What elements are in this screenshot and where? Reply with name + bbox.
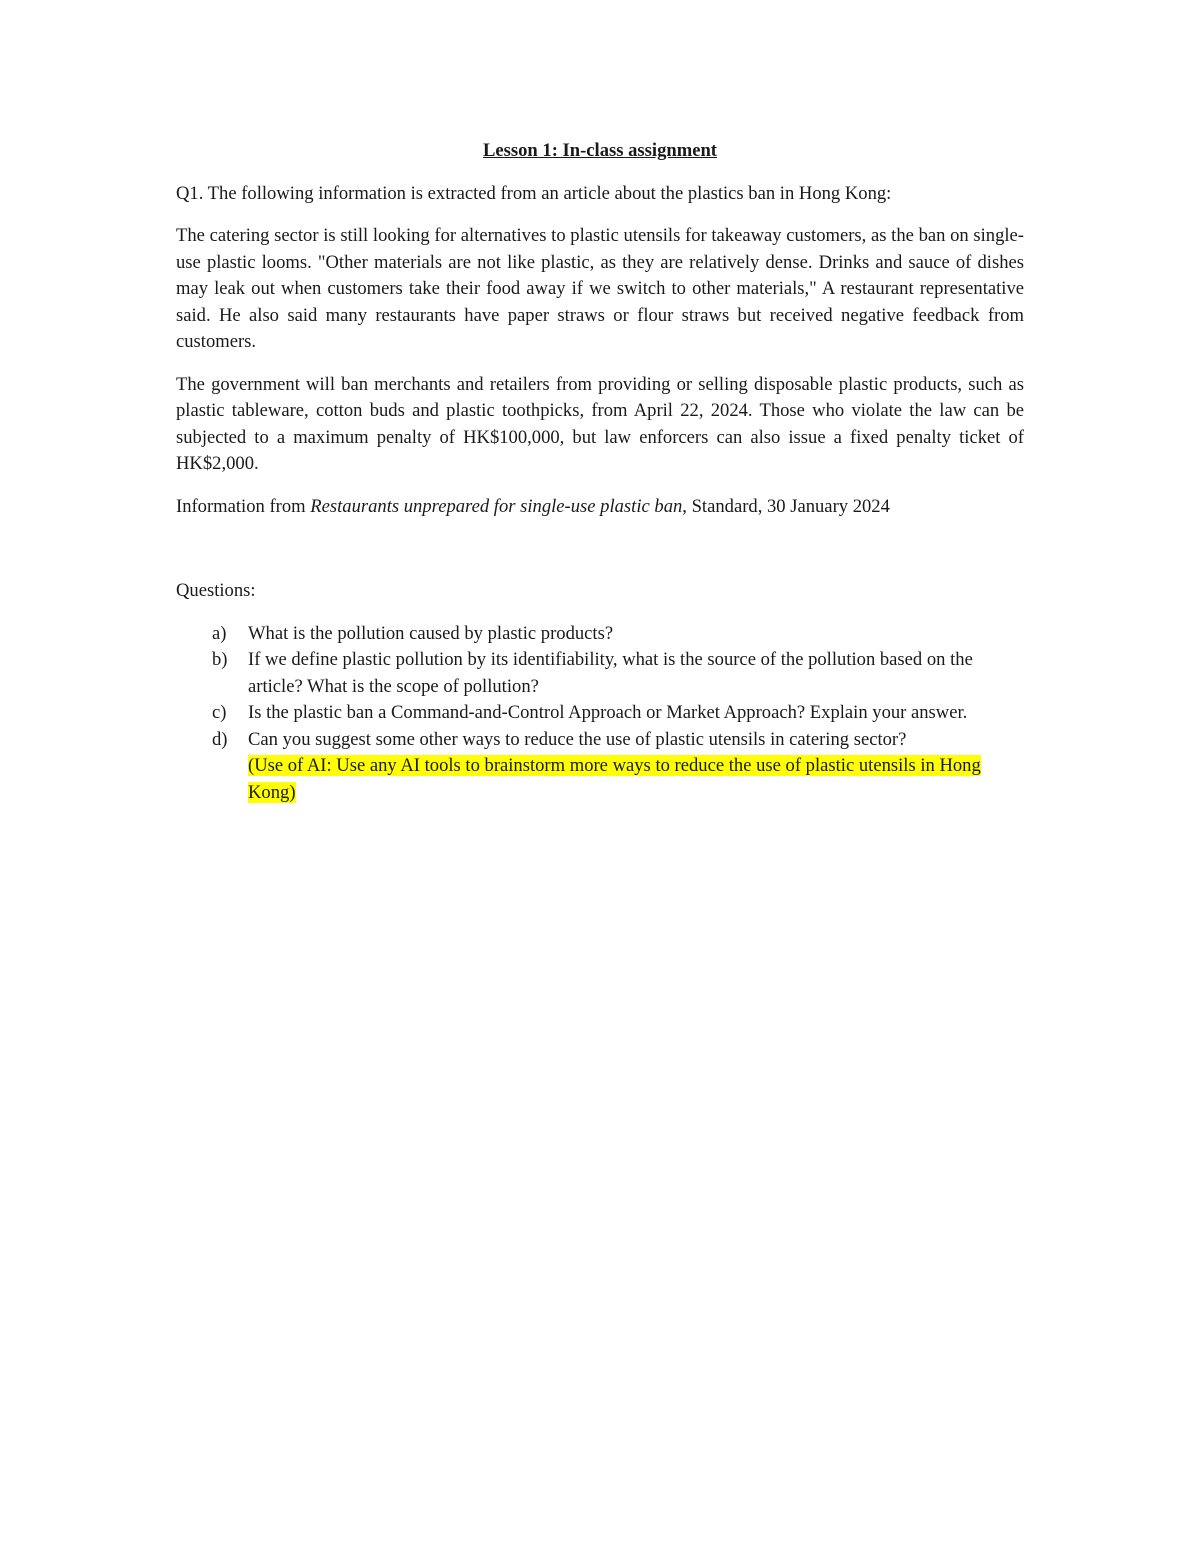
page-title: Lesson 1: In-class assignment bbox=[482, 140, 717, 161]
list-item bbox=[176, 727, 1024, 807]
spacer bbox=[176, 536, 1024, 578]
source-article-title: Restaurants unprepared for single-use plastic ban bbox=[310, 495, 683, 517]
source-suffix: , Standard, 30 January 2024 bbox=[682, 495, 890, 517]
question-marker: b) bbox=[212, 649, 228, 670]
question-marker: a) bbox=[212, 622, 227, 644]
question-marker: c) bbox=[212, 702, 227, 723]
question-text-with-highlight bbox=[248, 727, 1024, 807]
question-text: If we define plastic pollution by its identifiability, what is the source of the pollution based on the article? What is the scope of pollution? bbox=[248, 649, 973, 697]
questions-list bbox=[176, 621, 1024, 807]
list-item bbox=[176, 621, 1024, 648]
question-text: Can you suggest some other ways to reduce the use of plastic utensils in catering sector? bbox=[248, 728, 907, 750]
source-citation bbox=[176, 494, 1024, 521]
question-marker: d) bbox=[212, 728, 228, 750]
ai-use-highlight: (Use of AI: Use any AI tools to brainstorm more ways to reduce the use of plastic utensils in Hong Kong) bbox=[248, 755, 981, 803]
list-item bbox=[176, 700, 1024, 727]
questions-heading: Questions: bbox=[176, 580, 256, 601]
article-paragraph-1: The catering sector is still looking for alternatives to plastic utensils for takeaway customers, as the ban on single-use plastic looms. "Other materials are not like plastic, as they are relatively dense. Drinks and sauce of dishes may leak out when customers take their food away if we switch to other materials," A restaurant representative said. He also said many restaurants have paper straws or flour straws but received negative feedback from customers. bbox=[176, 225, 1024, 352]
list-item bbox=[176, 647, 1024, 700]
document-page bbox=[176, 138, 1024, 806]
question-text: What is the pollution caused by plastic products? bbox=[248, 622, 614, 644]
source-prefix: Information from bbox=[176, 495, 311, 517]
question-text: Is the plastic ban a Command-and-Control Approach or Market Approach? Explain your answer. bbox=[248, 702, 968, 723]
article-paragraph-2: The government will ban merchants and retailers from providing or selling disposable plastic products, such as plastic tableware, cotton buds and plastic toothpicks, from April 22, 2024. Those who violate the law can be subjected to a maximum penalty of HK$100,000, but law enforcers can also issue a fixed penalty ticket of HK$2,000. bbox=[176, 373, 1024, 474]
q1-intro: Q1. The following information is extracted from an article about the plastics ban in Hong Kong: bbox=[176, 182, 892, 204]
